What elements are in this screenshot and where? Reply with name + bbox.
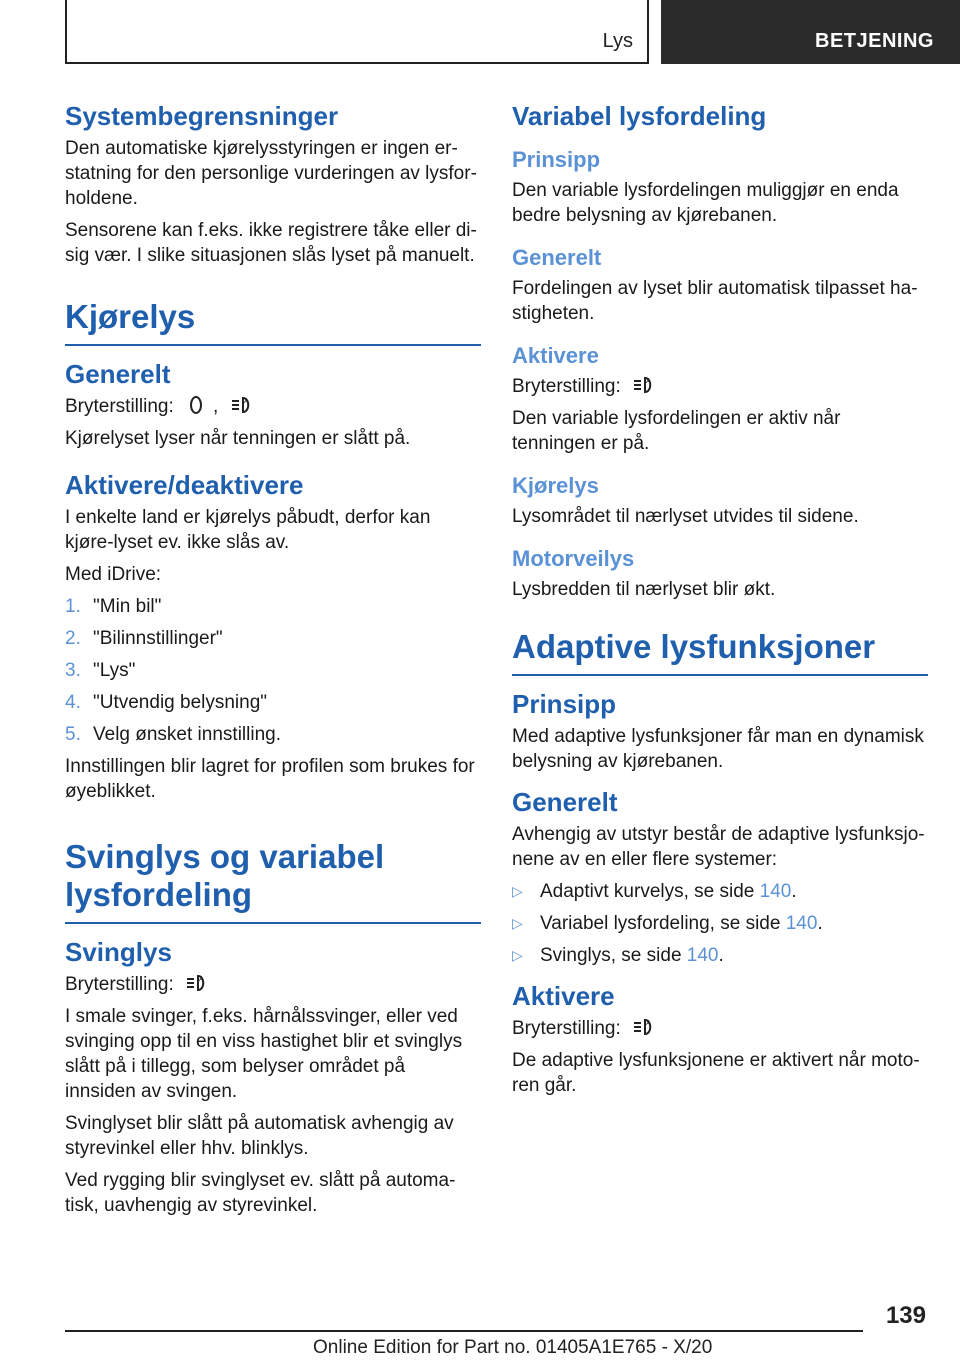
switch-position: [65, 394, 481, 419]
heading-motorveilys: Motorveilys: [512, 546, 635, 571]
list-item: 1. "Min bil": [65, 596, 162, 617]
paragraph: Lysbredden til nærlyset blir økt.: [512, 579, 776, 600]
heading-systembegrensninger: Systembegrensninger: [65, 101, 339, 131]
triangle-bullet-icon: ▷: [512, 915, 523, 931]
paragraph: Med iDrive:: [65, 564, 162, 585]
paragraph: De adaptive lysfunksjonene er aktivert når moto-ren går.: [512, 1050, 920, 1096]
separator: ,: [213, 396, 219, 417]
heading-generelt: Generelt: [512, 245, 602, 270]
system-list: [512, 879, 928, 968]
list-item: 5. Velg ønsket innstilling.: [65, 724, 281, 745]
heading-prinsipp: Prinsipp: [512, 689, 617, 719]
auto-headlight-icon: [632, 1016, 654, 1038]
heading-kjorelys: Kjørelys: [65, 298, 481, 346]
svg-text:A: A: [646, 1019, 651, 1027]
page-link[interactable]: 140: [785, 913, 818, 934]
switch-label: Bryterstilling:: [512, 1018, 621, 1039]
paragraph: Den variable lysfordelingen muliggjør en enda bedre belysning av kjørebanen.: [512, 180, 899, 226]
auto-headlight-icon: [230, 394, 252, 416]
switch-label: Bryterstilling:: [65, 974, 174, 995]
auto-headlight-icon: [185, 972, 207, 994]
heading-svinglys-variabel: Svinglys og variabel lysfordeling: [65, 838, 481, 924]
svg-text:A: A: [646, 377, 651, 385]
paragraph: Sensorene kan f.eks. ikke registrere tåke eller di-sig vær. I slike situasjonen slås lyset på manuelt.: [65, 220, 477, 266]
paragraph: Innstillingen blir lagret for profilen som brukes for øyeblikket.: [65, 756, 475, 802]
paragraph: Svinglyset blir slått på automatisk avhengig av styrevinkel eller hhv. blinklys.: [65, 1113, 454, 1159]
paragraph: I enkelte land er kjørelys påbudt, derfor kan kjøre-lyset ev. ikke slås av.: [65, 507, 431, 553]
edition-note: Online Edition for Part no. 01405A1E765 - X/20: [313, 1337, 713, 1358]
heading-adaptive-lysfunksjoner: Adaptive lysfunksjoner: [512, 628, 928, 676]
heading-aktivere-deaktivere: Aktivere/deaktivere: [65, 470, 304, 500]
paragraph: Kjørelyset lyser når tenningen er slått på.: [65, 428, 411, 449]
heading-aktivere: Aktivere: [512, 343, 599, 368]
heading-kjorelys: Kjørelys: [512, 473, 599, 498]
list-item: ▷ Variabel lysfordeling, se side 140.: [512, 913, 823, 934]
page-number: 139: [885, 1302, 926, 1329]
list-item: ▷ Svinglys, se side 140.: [512, 945, 724, 966]
paragraph: Avhengig av utstyr består de adaptive lysfunksjo-nene av en eller flere systemer:: [512, 824, 925, 870]
list-item: 2. "Bilinnstillinger": [65, 628, 223, 649]
switch-position: [512, 374, 928, 399]
svg-text:A: A: [199, 975, 204, 983]
heading-prinsipp: Prinsipp: [512, 147, 601, 172]
paragraph: Den automatiske kjørelysstyringen er ingen er-statning for den personlige vurderingen av lysfor-holdene.: [65, 138, 477, 209]
heading-generelt: Generelt: [65, 359, 171, 389]
paragraph: Fordelingen av lyset blir automatisk tilpasset ha-stigheten.: [512, 278, 918, 324]
list-item: 4. "Utvendig belysning": [65, 692, 268, 713]
switch-position: [65, 972, 481, 997]
paragraph: Den variable lysfordelingen er aktiv når tenningen er på.: [512, 408, 841, 454]
triangle-bullet-icon: ▷: [512, 883, 523, 899]
light-switch-off-icon: [185, 394, 207, 416]
heading-aktivere: Aktivere: [512, 981, 615, 1011]
triangle-bullet-icon: ▷: [512, 947, 523, 963]
heading-generelt: Generelt: [512, 787, 618, 817]
page-header: [0, 0, 960, 66]
svg-text:A: A: [243, 397, 249, 405]
footer-divider: [65, 1330, 863, 1332]
switch-label: Bryterstilling:: [65, 396, 174, 417]
switch-label: Bryterstilling:: [512, 376, 621, 397]
page-link[interactable]: 140: [686, 945, 719, 966]
right-column: [512, 100, 928, 1105]
heading-svinglys: Svinglys: [65, 937, 172, 967]
idrive-steps: [65, 594, 481, 747]
paragraph: Med adaptive lysfunksjoner får man en dynamisk belysning av kjørebanen.: [512, 726, 924, 772]
section-title: Lys: [602, 30, 633, 52]
auto-headlight-icon: [632, 374, 654, 396]
paragraph: Ved rygging blir svinglyset ev. slått på automa-tisk, uavhengig av styrevinkel.: [65, 1170, 456, 1216]
chapter-title: BETJENING: [661, 0, 960, 64]
section-box: [65, 0, 649, 64]
left-column: [65, 100, 481, 1225]
page-link[interactable]: 140: [759, 881, 792, 902]
list-item: 3. "Lys": [65, 660, 136, 681]
paragraph: Lysområdet til nærlyset utvides til sidene.: [512, 506, 859, 527]
switch-position: [512, 1016, 928, 1041]
paragraph: I smale svinger, f.eks. hårnålssvinger, eller ved svinging opp til en viss hastighet blir et svinglys slått på i tillegg, som belyser området på innsiden av svingen.: [65, 1006, 463, 1102]
list-item: ▷ Adaptivt kurvelys, se side 140.: [512, 881, 797, 902]
heading-variabel-lysfordeling: Variabel lysfordeling: [512, 101, 767, 131]
